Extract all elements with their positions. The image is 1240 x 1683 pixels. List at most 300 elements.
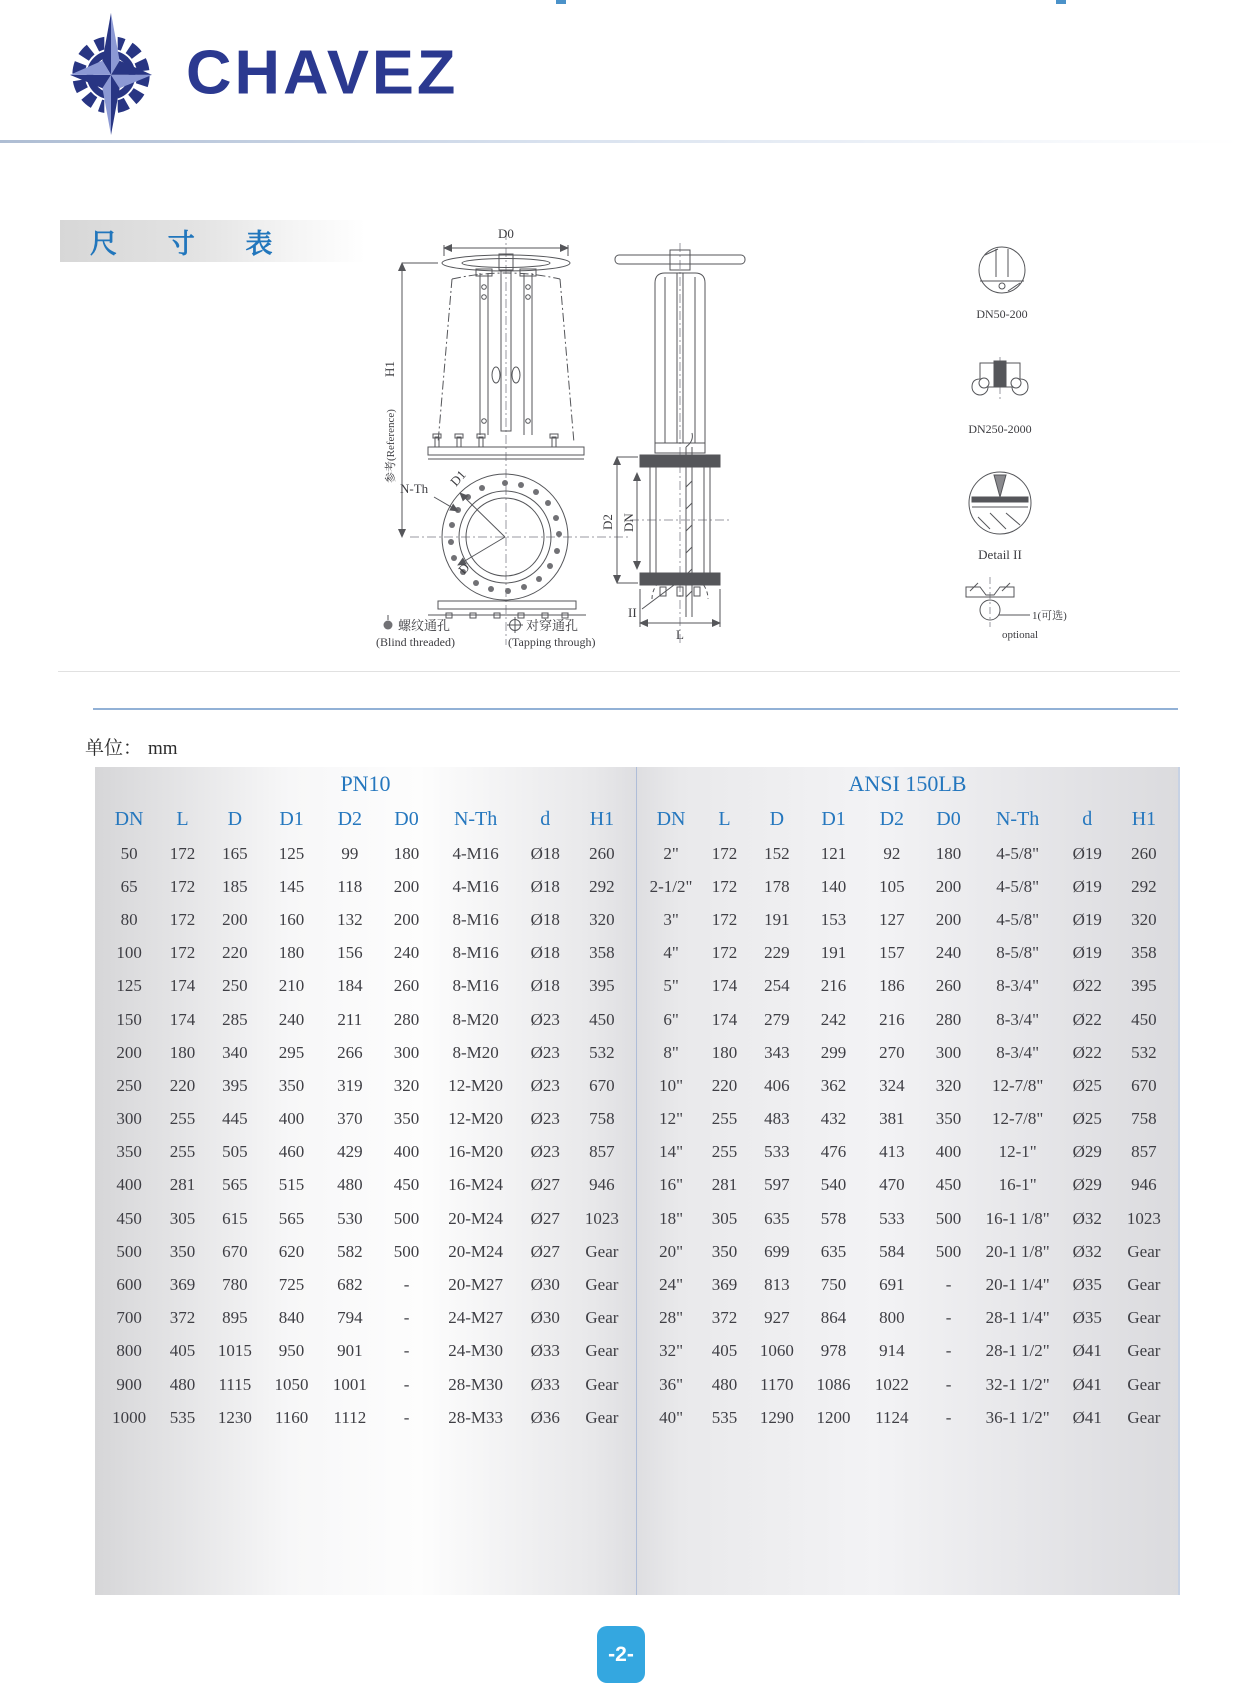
table-cell: Ø23 — [530, 1142, 560, 1162]
column-header: N-Th — [453, 807, 498, 830]
table-cell: 4-5/8" — [996, 843, 1040, 863]
table-cell: 260 — [1131, 843, 1157, 863]
table-cell: 914 — [879, 1341, 905, 1361]
table-cell: Ø30 — [530, 1308, 560, 1328]
table-cell: - — [403, 1275, 410, 1295]
table-cell: 200 — [116, 1042, 142, 1062]
table-cell: 12-M20 — [448, 1109, 503, 1129]
table-cell: 500 — [116, 1241, 142, 1261]
table-top-rule — [93, 708, 1178, 710]
table-cell: 500 — [935, 1208, 962, 1228]
table-row — [101, 1103, 630, 1136]
dim-label-ii: II — [628, 605, 637, 620]
table-cell: 1050 — [274, 1374, 309, 1394]
column-header: L — [718, 807, 731, 830]
side-view — [615, 243, 745, 645]
table-cell: 358 — [1131, 943, 1157, 963]
table-cell: 280 — [935, 1009, 962, 1029]
table-cell: 100 — [116, 943, 142, 963]
table-cell: 1200 — [816, 1407, 851, 1427]
table-cell: 358 — [589, 943, 615, 963]
table-cell: 400 — [393, 1142, 420, 1162]
table-cell: 780 — [222, 1275, 248, 1295]
table-cell: 445 — [222, 1109, 248, 1129]
table-row — [101, 1368, 630, 1401]
table-cell: 8" — [663, 1042, 679, 1062]
table-cell: 2-1/2" — [649, 876, 693, 896]
table-cell: 450 — [393, 1175, 420, 1195]
table-cell: 725 — [278, 1275, 305, 1295]
table-cell: 24-M27 — [448, 1308, 503, 1328]
column-header: D1 — [279, 807, 304, 830]
table-row — [643, 1069, 1172, 1102]
table-cell: 429 — [337, 1142, 363, 1162]
table-cell: - — [945, 1275, 952, 1295]
table-cell: 92 — [883, 843, 901, 863]
table-cell: 395 — [1131, 976, 1157, 996]
table-half-pn10 — [95, 767, 636, 1595]
table-cell: 99 — [341, 843, 359, 863]
dimension-table — [95, 767, 1180, 1595]
table-cell: 320 — [1131, 909, 1157, 929]
table-cell: 450 — [116, 1208, 142, 1228]
table-cell: 758 — [1131, 1109, 1157, 1129]
section-banner — [60, 220, 365, 262]
table-cell: 2" — [663, 843, 679, 863]
table-cell: 20" — [659, 1241, 684, 1261]
table-cell: 180 — [935, 843, 962, 863]
table-cell: Ø22 — [1072, 976, 1102, 996]
table-cell: Ø22 — [1072, 1042, 1102, 1062]
legend-blind-threaded-en: (Blind threaded) — [376, 635, 455, 649]
table-cell: 597 — [764, 1175, 790, 1195]
table-row — [643, 970, 1172, 1003]
table-cell: 1160 — [274, 1407, 309, 1427]
table-cell: 578 — [820, 1208, 847, 1228]
table-cell: 300 — [393, 1042, 420, 1062]
table-cell: Ø35 — [1072, 1275, 1102, 1295]
table-cell: Gear — [1127, 1407, 1161, 1427]
table-cell: 260 — [935, 976, 962, 996]
table-cell: 50 — [120, 843, 138, 863]
table-cell: 8-3/4" — [996, 1042, 1040, 1062]
table-cell: 16-M24 — [448, 1175, 503, 1195]
table-cell: 140 — [820, 876, 847, 896]
table-cell: 532 — [589, 1042, 615, 1062]
table-cell: 156 — [337, 943, 363, 963]
table-cell: 300 — [935, 1042, 962, 1062]
table-cell: 450 — [935, 1175, 962, 1195]
table-row — [101, 1202, 630, 1235]
table-cell: 18" — [659, 1208, 684, 1228]
table-cell: 184 — [337, 976, 363, 996]
table-cell: 210 — [278, 976, 305, 996]
table-cell: 350 — [116, 1142, 142, 1162]
table-cell: 978 — [820, 1341, 847, 1361]
table-cell: Gear — [1127, 1374, 1161, 1394]
column-header: D2 — [337, 807, 363, 830]
table-row — [643, 1003, 1172, 1036]
table-cell: 165 — [222, 843, 248, 863]
detail-dn250-2000 — [972, 357, 1028, 401]
table-cell: 152 — [764, 843, 790, 863]
column-header: N-Th — [995, 807, 1040, 830]
table-cell: 240 — [278, 1009, 305, 1029]
table-row — [643, 1136, 1172, 1169]
valve-drawing — [330, 225, 1090, 660]
table-cell: 255 — [711, 1109, 738, 1129]
table-cell: 350 — [169, 1241, 196, 1261]
table-cell: 172 — [711, 843, 738, 863]
section-title: 尺 寸 表 — [90, 228, 295, 259]
table-cell: 794 — [337, 1308, 363, 1328]
table-cell: 535 — [711, 1407, 738, 1427]
table-cell: 320 — [589, 909, 615, 929]
table-cell: 220 — [169, 1075, 196, 1095]
table-cell: 28-M33 — [448, 1407, 503, 1427]
legend-tapping-through-en: (Tapping through) — [508, 635, 596, 649]
table-cell: 565 — [278, 1208, 305, 1228]
table-cell: 8-M16 — [452, 943, 499, 963]
table-cell: 4-M16 — [452, 876, 499, 896]
table-row — [643, 1401, 1172, 1434]
table-cell: 12-7/8" — [991, 1109, 1044, 1129]
table-group-header: PN10 — [340, 771, 391, 796]
table-cell: 80 — [120, 909, 138, 929]
table-row — [101, 970, 630, 1003]
detail-dn50-200 — [979, 247, 1025, 293]
table-cell: 369 — [169, 1275, 196, 1295]
table-cell: 12" — [659, 1109, 684, 1129]
table-cell: 172 — [169, 909, 196, 929]
table-cell: 180 — [278, 943, 305, 963]
table-cell: - — [403, 1341, 410, 1361]
table-cell: 480 — [337, 1175, 363, 1195]
table-row — [101, 1335, 630, 1368]
column-header: D — [769, 807, 785, 830]
table-cell: 483 — [764, 1109, 790, 1129]
table-row — [643, 1036, 1172, 1069]
table-cell: 145 — [278, 876, 305, 896]
column-header: D — [227, 807, 243, 830]
table-cell: 750 — [820, 1275, 847, 1295]
table-cell: 65 — [120, 876, 138, 896]
table-cell: 840 — [278, 1308, 305, 1328]
table-cell: 8-M20 — [452, 1042, 499, 1062]
table-cell: 172 — [711, 909, 738, 929]
table-cell: 470 — [879, 1175, 905, 1195]
table-cell: 395 — [589, 976, 615, 996]
table-cell: 895 — [222, 1308, 248, 1328]
table-cell: Ø41 — [1072, 1374, 1102, 1394]
table-cell: 28" — [659, 1308, 684, 1328]
table-row — [101, 1302, 630, 1335]
table-cell: Ø25 — [1072, 1075, 1102, 1095]
table-cell: 200 — [393, 876, 420, 896]
table-row — [643, 1302, 1172, 1335]
table-cell: 1086 — [816, 1374, 851, 1394]
table-cell: 635 — [820, 1241, 847, 1261]
table-cell: 281 — [711, 1175, 738, 1195]
brand-header — [52, 10, 458, 136]
dim-label-nth: N-Th — [400, 481, 429, 496]
table-cell: 400 — [116, 1175, 142, 1195]
table-cell: 432 — [820, 1109, 847, 1129]
table-cell: 255 — [169, 1142, 196, 1162]
legend-blind-threaded-zh: 螺纹通孔 — [398, 618, 451, 633]
table-cell: 157 — [879, 943, 905, 963]
table-cell: 216 — [820, 976, 847, 996]
table-cell: 413 — [879, 1142, 905, 1162]
table-header-row — [101, 801, 630, 837]
table-cell: 172 — [711, 876, 738, 896]
table-cell: 191 — [820, 943, 847, 963]
table-cell: 266 — [337, 1042, 363, 1062]
table-cell: 32" — [659, 1341, 684, 1361]
table-cell: Ø35 — [1072, 1308, 1102, 1328]
table-cell: 406 — [764, 1075, 790, 1095]
table-cell: 476 — [820, 1142, 847, 1162]
table-cell: 946 — [1131, 1175, 1157, 1195]
table-cell: Ø32 — [1072, 1208, 1102, 1228]
table-cell: 3" — [663, 909, 679, 929]
table-cell: 125 — [116, 976, 142, 996]
table-cell: 1023 — [1126, 1208, 1161, 1228]
table-cell: 20-M24 — [448, 1241, 503, 1261]
table-cell: 178 — [764, 876, 790, 896]
table-cell: 127 — [879, 909, 905, 929]
table-cell: 8-M20 — [452, 1009, 499, 1029]
table-cell: 132 — [337, 909, 363, 929]
table-cell: 950 — [278, 1341, 305, 1361]
table-row — [101, 1169, 630, 1202]
table-cell: 299 — [820, 1042, 847, 1062]
column-header: H1 — [1131, 807, 1157, 830]
table-cell: 153 — [820, 909, 847, 929]
table-cell: 292 — [589, 876, 615, 896]
table-cell: 8-5/8" — [996, 943, 1040, 963]
table-cell: 4-M16 — [452, 843, 499, 863]
table-cell: 125 — [278, 843, 305, 863]
table-cell: 615 — [222, 1208, 248, 1228]
brand-logo-icon — [52, 10, 170, 136]
column-header: D0 — [936, 807, 961, 830]
table-cell: 1022 — [874, 1374, 909, 1394]
table-cell: 927 — [764, 1308, 790, 1328]
table-cell: 20-1 1/8" — [985, 1241, 1050, 1261]
table-cell: 1124 — [875, 1407, 909, 1427]
table-cell: Ø18 — [530, 843, 560, 863]
table-cell: 372 — [711, 1308, 738, 1328]
table-row — [101, 1235, 630, 1268]
table-cell: 532 — [1131, 1042, 1157, 1062]
table-cell: 4" — [663, 943, 679, 963]
table-cell: 400 — [935, 1142, 962, 1162]
table-cell: 584 — [879, 1241, 905, 1261]
table-cell: 180 — [393, 843, 420, 863]
section-divider — [58, 671, 1180, 672]
table-cell: 515 — [278, 1175, 305, 1195]
table-cell: 450 — [589, 1009, 615, 1029]
table-cell: 240 — [935, 943, 962, 963]
table-cell: 670 — [222, 1241, 248, 1261]
table-cell: Gear — [585, 1275, 619, 1295]
table-row — [643, 1368, 1172, 1401]
table-cell: Gear — [1127, 1275, 1161, 1295]
table-group-header: ANSI 150LB — [848, 771, 967, 796]
table-cell: 160 — [278, 909, 305, 929]
table-cell: 350 — [278, 1075, 305, 1095]
table-cell: 32-1 1/2" — [985, 1374, 1050, 1394]
table-cell: 250 — [116, 1075, 142, 1095]
table-cell: 700 — [116, 1308, 142, 1328]
table-cell: 682 — [337, 1275, 363, 1295]
table-row — [101, 903, 630, 936]
table-cell: 12-1" — [998, 1142, 1037, 1162]
table-cell: 240 — [393, 943, 420, 963]
table-cell: Gear — [585, 1308, 619, 1328]
table-cell: 242 — [820, 1009, 847, 1029]
table-cell: 250 — [222, 976, 248, 996]
table-cell: 12-M20 — [448, 1075, 503, 1095]
table-cell: 340 — [222, 1042, 248, 1062]
table-cell: 174 — [711, 976, 738, 996]
table-cell: 901 — [337, 1341, 363, 1361]
table-header-row — [643, 801, 1172, 837]
table-cell: 270 — [879, 1042, 905, 1062]
column-header: DN — [114, 807, 144, 830]
table-cell: 200 — [393, 909, 420, 929]
table-cell: 582 — [337, 1241, 363, 1261]
table-cell: 281 — [169, 1175, 196, 1195]
table-cell: 320 — [935, 1075, 962, 1095]
table-cell: Gear — [1127, 1308, 1161, 1328]
table-cell: 200 — [935, 909, 962, 929]
table-cell: - — [945, 1374, 952, 1394]
table-cell: 395 — [222, 1075, 248, 1095]
table-row — [101, 870, 630, 903]
table-cell: 699 — [764, 1241, 790, 1261]
table-cell: 172 — [711, 943, 738, 963]
table-cell: 260 — [393, 976, 420, 996]
table-cell: 1112 — [333, 1407, 367, 1427]
table-cell: Ø19 — [1072, 876, 1102, 896]
table-row — [643, 1335, 1172, 1368]
detail-label-ii: Detail II — [978, 547, 1022, 562]
table-cell: 172 — [169, 876, 196, 896]
table-cell: 800 — [116, 1341, 142, 1361]
table-cell: 319 — [337, 1075, 363, 1095]
table-cell: 324 — [879, 1075, 905, 1095]
table-cell: 1015 — [217, 1341, 252, 1361]
column-header: L — [176, 807, 189, 830]
table-cell: Ø23 — [530, 1109, 560, 1129]
dim-label-d1: D1 — [447, 467, 469, 490]
page-number-badge — [597, 1626, 645, 1683]
table-cell: 533 — [764, 1142, 790, 1162]
table-cell: 500 — [935, 1241, 962, 1261]
table-cell: 185 — [222, 876, 248, 896]
table-cell: 800 — [879, 1308, 905, 1328]
table-row — [643, 1235, 1172, 1268]
table-row — [101, 1136, 630, 1169]
table-cell: 350 — [711, 1241, 738, 1261]
table-cell: 864 — [820, 1308, 847, 1328]
table-cell: 8-3/4" — [996, 1009, 1040, 1029]
table-cell: 670 — [589, 1075, 615, 1095]
top-crop-artifact — [1056, 0, 1066, 4]
table-cell: Ø23 — [530, 1009, 560, 1029]
table-cell: 4-5/8" — [996, 876, 1040, 896]
table-cell: 255 — [711, 1142, 738, 1162]
table-row — [101, 937, 630, 970]
table-cell: 320 — [393, 1075, 420, 1095]
table-cell: Ø29 — [1072, 1175, 1102, 1195]
table-cell: 565 — [222, 1175, 248, 1195]
table-cell: 500 — [393, 1241, 420, 1261]
table-cell: 20-M27 — [448, 1275, 503, 1295]
detail-ii — [969, 472, 1031, 534]
table-cell: 105 — [879, 876, 905, 896]
table-cell: 12-7/8" — [991, 1075, 1044, 1095]
table-row — [101, 1069, 630, 1102]
header-divider — [0, 140, 1240, 143]
table-cell: 211 — [337, 1009, 363, 1029]
dim-label-l: L — [676, 627, 684, 642]
table-cell: 857 — [589, 1142, 615, 1162]
table-cell: 300 — [116, 1109, 142, 1129]
table-cell: 450 — [1131, 1009, 1157, 1029]
table-cell: - — [945, 1308, 952, 1328]
legend-tapping-through-zh: 对穿通孔 — [526, 618, 579, 633]
table-cell: 40" — [659, 1407, 684, 1427]
table-cell: - — [403, 1407, 410, 1427]
table-cell: 1170 — [760, 1374, 794, 1394]
units-value: mm — [148, 738, 178, 759]
dim-label-d0: D0 — [498, 226, 514, 241]
table-cell: 28-1 1/4" — [985, 1308, 1050, 1328]
table-cell: 857 — [1131, 1142, 1157, 1162]
dim-label-dn: DN — [621, 513, 636, 532]
table-cell: - — [945, 1341, 952, 1361]
table-cell: 691 — [879, 1275, 905, 1295]
table-cell: 16-1" — [998, 1175, 1037, 1195]
table-cell: Ø41 — [1072, 1407, 1102, 1427]
table-cell: 16-M20 — [448, 1142, 503, 1162]
units-note — [85, 733, 178, 760]
table-cell: 14" — [659, 1142, 684, 1162]
table-row — [643, 837, 1172, 870]
detail-label-dn50-200: DN50-200 — [976, 307, 1028, 321]
table-cell: Ø27 — [530, 1208, 560, 1228]
table-cell: 174 — [169, 1009, 196, 1029]
table-cell: 813 — [764, 1275, 790, 1295]
table-row — [101, 1036, 630, 1069]
table-cell: - — [403, 1374, 410, 1394]
table-cell: 400 — [278, 1109, 305, 1129]
dim-label-h1: H1 — [382, 361, 397, 377]
table-cell: Ø36 — [530, 1407, 560, 1427]
table-cell: 180 — [711, 1042, 738, 1062]
column-header: d — [540, 807, 551, 830]
table-row — [643, 937, 1172, 970]
table-cell: Ø30 — [530, 1275, 560, 1295]
table-cell: 635 — [764, 1208, 790, 1228]
table-cell: 1000 — [112, 1407, 147, 1427]
table-row — [643, 1202, 1172, 1235]
table-cell: Ø18 — [530, 976, 560, 996]
table-cell: 946 — [589, 1175, 615, 1195]
